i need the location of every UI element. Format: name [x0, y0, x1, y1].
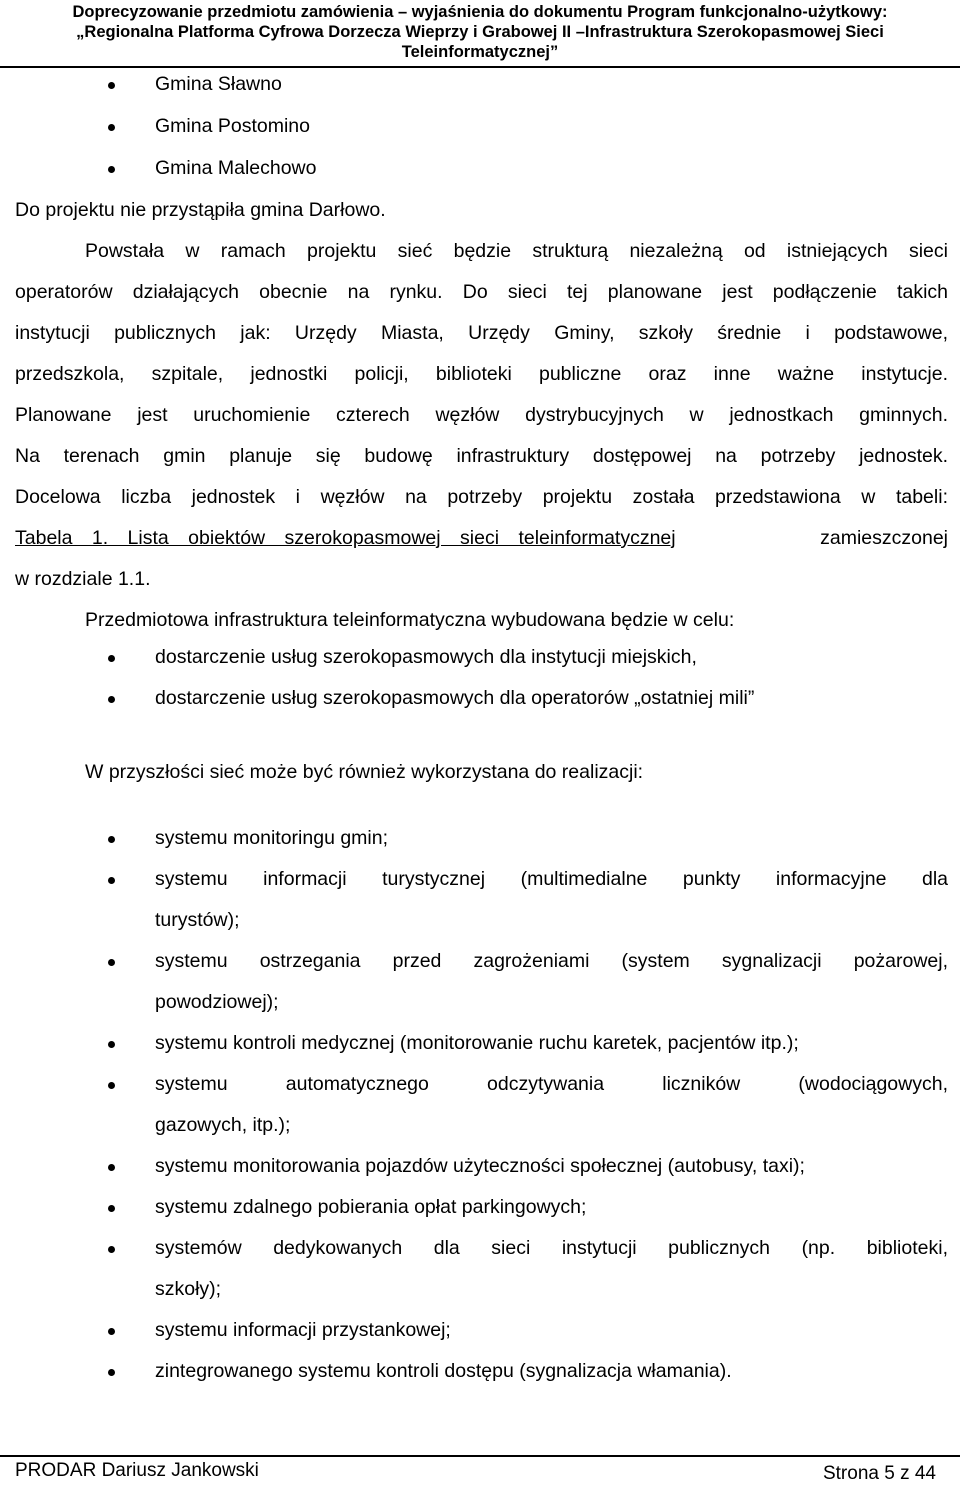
list-item-system: systemów dedykowanych dla sieci instytucji publicznych (np. biblioteki, [155, 1237, 948, 1259]
bullet-icon [108, 1205, 115, 1212]
header-line-3: Teleinformatycznej” [401, 43, 559, 61]
bullet-icon [108, 1164, 115, 1171]
list-item-system: systemu informacji turystycznej (multimedialne punkty informacyjne dla [155, 868, 948, 890]
list-item-purpose: dostarczenie usług szerokopasmowych dla instytucji miejskich, [155, 646, 697, 668]
page-footer [0, 1455, 960, 1482]
list-item-system: systemu zdalnego pobierania opłat parkingowych; [155, 1196, 587, 1218]
list-item-system: systemu kontroli medycznej (monitorowanie ruchu karetek, pacjentów itp.); [155, 1032, 799, 1054]
page-header [0, 0, 960, 68]
list-item-system-continuation: powodziowej); [155, 991, 279, 1013]
list-item-system-continuation: szkoły); [155, 1278, 222, 1300]
header-line-1: Doprecyzowanie przedmiotu zamówienia – wyjaśnienia do dokumentu Program funkcjonalno-użytkowy: [72, 3, 888, 21]
list-item-system-continuation: turystów); [155, 909, 240, 931]
bullet-icon [108, 877, 115, 884]
bullet-icon [108, 82, 115, 89]
bullet-icon [108, 696, 115, 703]
paragraph-line: przedszkola, szpitale, jednostki policji, biblioteki publiczne oraz inne ważne instytucje. [15, 363, 948, 385]
paragraph-line: w rozdziale 1.1. [15, 568, 151, 590]
bullet-icon [108, 1041, 115, 1048]
list-item-gmina: Gmina Malechowo [155, 157, 317, 179]
bullet-icon [108, 1082, 115, 1089]
bullet-icon [108, 959, 115, 966]
paragraph-line [15, 526, 948, 550]
list-item-system: systemu automatycznego odczytywania liczników (wodociągowych, [155, 1073, 948, 1095]
bullet-icon [108, 1328, 115, 1335]
list-item-gmina: Gmina Sławno [155, 73, 282, 95]
header-line-2: „Regionalna Platforma Cyfrowa Dorzecza Wieprzy i Grabowej II –Infrastruktura Szerokopasmowej Sieci [76, 23, 884, 41]
footer-page-number: Strona 5 z 44 [822, 1463, 936, 1484]
footer-company: PRODAR Dariusz Jankowski [15, 1460, 259, 1481]
paragraph-line: Planowane jest uruchomienie czterech węzłów dystrybucyjnych w jednostkach gminnych. [15, 404, 948, 426]
bullet-icon [108, 836, 115, 843]
list-item-purpose: dostarczenie usług szerokopasmowych dla operatorów „ostatniej mili” [155, 687, 755, 709]
paragraph-line: instytucji publicznych jak: Urzędy Miasta, Urzędy Gminy, szkoły średnie i podstawowe, [15, 322, 948, 344]
bullet-icon [108, 1369, 115, 1376]
paragraph-line: W przyszłości sieć może być również wykorzystana do realizacji: [85, 761, 644, 783]
bullet-icon [108, 655, 115, 662]
paragraph-line: Na terenach gmin planuje się budowę infrastruktury dostępowej na potrzeby jednostek. [15, 445, 948, 467]
list-item-system: systemu ostrzegania przed zagrożeniami (system sygnalizacji pożarowej, [155, 950, 948, 972]
bullet-icon [108, 124, 115, 131]
paragraph-line: Docelowa liczba jednostek i węzłów na potrzeby projektu została przedstawiona w tabeli: [15, 486, 948, 508]
bullet-icon [108, 166, 115, 173]
list-item-system-continuation: gazowych, itp.); [155, 1114, 291, 1136]
paragraph-line: Powstała w ramach projektu sieć będzie strukturą niezależną od istniejących sieci [85, 240, 948, 262]
table-reference-link[interactable]: Tabela 1. Lista obiektów szerokopasmowej sieci teleinformatycznej [15, 527, 676, 549]
list-item-system: systemu monitoringu gmin; [155, 827, 389, 849]
paragraph-line: operatorów działających obecnie na rynku. Do sieci tej planowane jest podłączenie takich [15, 281, 948, 303]
paragraph-line: Do projektu nie przystąpiła gmina Darłowo. [15, 199, 386, 221]
list-item-system: systemu monitorowania pojazdów użyteczności społecznej (autobusy, taxi); [155, 1155, 805, 1177]
bullet-icon [108, 1246, 115, 1253]
table-reference-tail: zamieszczonej [820, 527, 948, 549]
list-item-system: zintegrowanego systemu kontroli dostępu (sygnalizacja włamania). [155, 1360, 732, 1382]
paragraph-line: Przedmiotowa infrastruktura teleinformatyczna wybudowana będzie w celu: [85, 609, 735, 631]
list-item-gmina: Gmina Postomino [155, 115, 310, 137]
list-item-system: systemu informacji przystankowej; [155, 1319, 451, 1341]
